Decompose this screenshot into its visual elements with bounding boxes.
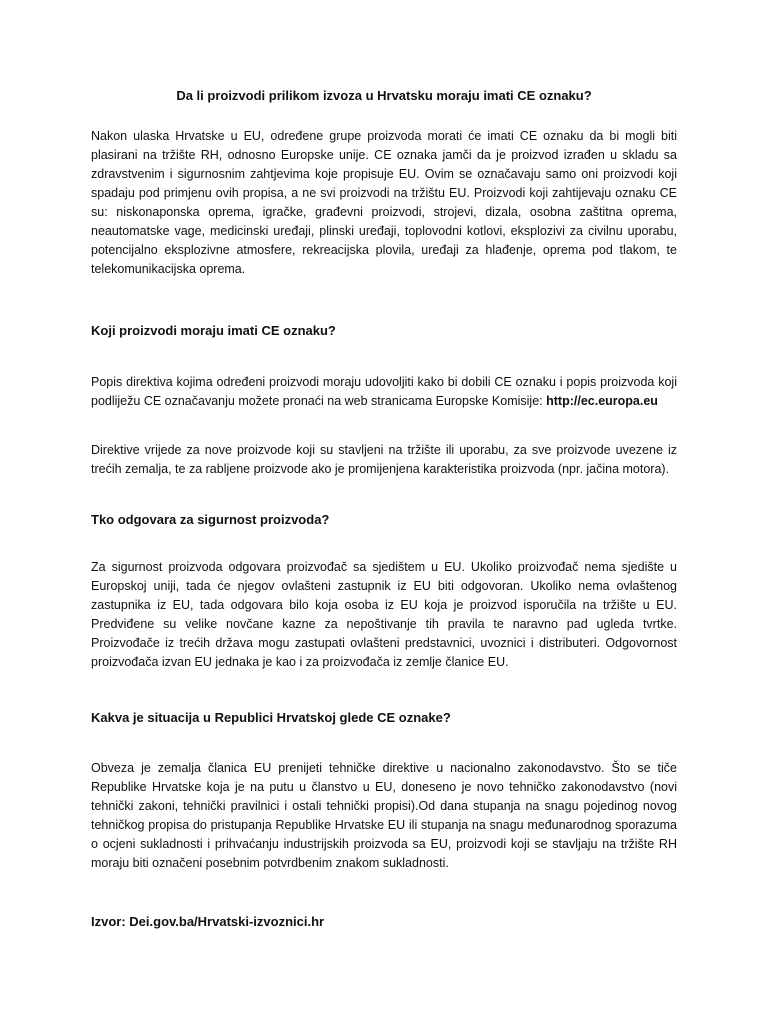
directives-list-paragraph [91,373,677,411]
intro-paragraph: Nakon ulaska Hrvatske u EU, određene grupe proizvoda morati će imati CE oznaku da bi mogli biti plasirani na tržište RH, odnosno Europske unije. CE oznaka jamči da je proizvod izrađen u skladu sa zdravstvenim i sigurnosnim zahtjevima koje propisuje EU. Ovim se označavaju samo oni proizvodi koji spadaju pod primjenu ovih propisa, a ne svi proizvodi na tržištu EU. Proizvodi koji zahtijevaju oznaku CE su: niskonaponska oprema, igračke, građevni proizvodi, strojevi, dizala, osobna zaštitna oprema, neautomatske vage, medicinski uređaji, plinski uređaji, toplovodni kotlovi, eksplozivi za civilnu uporabu, potencijalno eksplozivne atmosfere, rekreacijska plovila, uređaji za hlađenje, oprema pod tlakom, te telekomunikacijska oprema. [91,129,677,276]
directives-validity-paragraph: Direktive vrijede za nove proizvode koji su stavljeni na tržište ili uporabu, za sve proizvode uvezene iz trećih zemalja, te za rabljene proizvode ako je promijenjena karakteristika proizvoda (npr. jačina motora). [91,443,677,476]
section-heading-responsibility: Tko odgovara za sigurnost proizvoda? [91,512,330,527]
croatia-situation-paragraph: Obveza je zemalja članica EU prenijeti tehničke direktive u nacionalno zakonodavstvo. Što se tiče Republike Hrvatske koja je na putu u članstvo u EU, doneseno je novo tehničko zakonodavstvo (novi tehnički zakoni, tehnički pravilnici i ostali tehnički propisi).Od dana stupanja na snagu pojedinog novog tehničkog propisa do pristupanja Republike Hrvatske EU ili stupanja na snagu međunarodnog sporazuma o ocjeni sukladnosti i prihvaćanju industrijskih proizvoda sa EU, proizvodi koji se stavljaju na tržište RH moraju biti označeni posebnim potvrdbenim znakom sukladnosti. [91,761,677,870]
section-heading-croatia-situation: Kakva je situacija u Republici Hrvatskoj glede CE oznake? [91,710,451,725]
ec-europa-link[interactable]: http://ec.europa.eu [546,394,658,408]
source-line: Izvor: Dei.gov.ba/Hrvatski-izvoznici.hr [91,914,325,929]
directives-list-text: Popis direktiva kojima određeni proizvodi moraju udovoljiti kako bi dobili CE oznaku i popis proizvoda koji podliježu CE označavanju možete pronaći na web stranicama Europske Komisije: [91,375,677,408]
document-title: Da li proizvodi prilikom izvoza u Hrvatsku moraju imati CE oznaku? [176,88,592,103]
responsibility-paragraph: Za sigurnost proizvoda odgovara proizvođač sa sjedištem u EU. Ukoliko proizvođač nema sjedište u Europskoj uniji, tada će njegov ovlašteni zastupnik iz EU biti odgovoran. Ukoliko nema ovlaštenog zastupnika iz EU, tada odgovara bilo koja osoba iz EU koja je proizvod isporučila na tržište u EU. Predviđene su velike novčane kazne za nepoštivanje tih pravila te naravno pad ugleda tvrtke. Proizvođače iz trećih država mogu zastupati ovlašteni predstavnici, uvoznici i distributeri. Odgovornost proizvođača izvan EU jednaka je kao i za proizvođača iz zemlje članice EU. [91,560,677,669]
section-heading-which-products: Koji proizvodi moraju imati CE oznaku? [91,323,336,338]
